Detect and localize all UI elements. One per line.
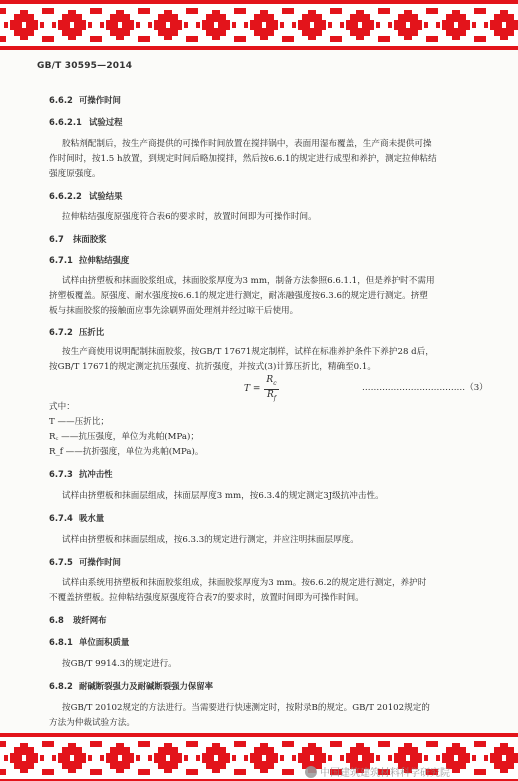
watermark: 中国建筑建筑材料科学研究院 bbox=[305, 764, 450, 779]
section-heading: 6.7.3 抗冲击性 bbox=[49, 469, 113, 479]
paragraph-line: 作时间时，按1.5 h放置，到规定时间后略加搅拌，然后按6.6.1的规定进行成型和养护，测定拉伸粘结 bbox=[49, 154, 437, 164]
section-heading: 6.6.2.1 试验过程 bbox=[49, 117, 123, 127]
paragraph-line: 按GB/T 20102规定的方法进行。当需要进行快速测定时，按附录B的规定。GB/T 20102规定的 bbox=[62, 703, 430, 713]
section-heading: 6.7.5 可操作时间 bbox=[49, 557, 121, 567]
section-heading: 6.6.2.2 试验结果 bbox=[49, 191, 123, 201]
paragraph-line: 试样由挤塑板和抹面层组成，抹面层厚度3 mm，按6.3.4的规定测定3J级抗冲击性。 bbox=[62, 491, 384, 501]
ornament-pattern-top bbox=[0, 0, 518, 50]
where-label: 式中： bbox=[49, 402, 75, 412]
equation-number: ………………………………（3） bbox=[362, 383, 488, 393]
section-heading: 6.7 抹面胶浆 bbox=[49, 234, 107, 244]
wechat-icon bbox=[305, 766, 317, 778]
paragraph-line: 试样由系统用挤塑板和抹面胶浆组成，抹面胶浆厚度为3 mm。按6.6.2的规定进行测定，养护时 bbox=[62, 578, 427, 588]
paragraph-line: 胶粘剂配制后，按生产商提供的可操作时间放置在搅拌锅中，表面用湿布覆盖，生产商未提供可操 bbox=[62, 139, 432, 149]
paragraph-line: 按生产商使用说明配制抹面胶浆，按GB/T 17671规定制样，试样在标准养护条件下养护28 d后， bbox=[62, 347, 434, 357]
paragraph-line: 试样由挤塑板和抹面胶浆组成，抹面胶浆厚度为3 mm，制备方法参照6.6.1.1，但是养护时不需用 bbox=[62, 276, 435, 286]
section-heading: 6.8 玻纤网布 bbox=[49, 615, 107, 625]
standard-code: GB/T 30595—2014 bbox=[37, 61, 133, 71]
paragraph-line: 拉伸粘结强度原强度符合表6的要求时，放置时间即为可操作时间。 bbox=[62, 212, 317, 222]
paragraph-line: 不覆盖挤塑板。拉伸粘结强度原强度符合表7的要求时，放置时间即为可操作时间。 bbox=[49, 593, 364, 603]
paragraph-line: 按GB/T 9914.3的规定进行。 bbox=[62, 659, 177, 669]
section-heading: 6.7.4 吸水量 bbox=[49, 513, 105, 523]
where-item: R_f ——抗折强度，单位为兆帕(MPa)。 bbox=[49, 447, 204, 457]
section-heading: 6.6.2 可操作时间 bbox=[49, 95, 121, 105]
paragraph-line: 方法为仲裁试验方法。 bbox=[49, 718, 135, 728]
formula-fraction: $\frac{R_c}{R_f}$ bbox=[266, 375, 277, 402]
section-heading: 6.8.2 耐碱断裂强力及耐碱断裂强力保留率 bbox=[49, 681, 213, 691]
paragraph-line: 挤塑板覆盖。原强度、耐水强度按6.6.1的规定进行测定，耐冻融强度按6.3.6的规定进行测定。挤塑 bbox=[49, 291, 428, 301]
decorative-border-top bbox=[0, 0, 518, 50]
section-heading: 6.7.2 压折比 bbox=[49, 327, 105, 337]
paragraph-line: 板与抹面胶浆的接触面应事先涂刷界面处理剂并经过晾干后使用。 bbox=[49, 306, 299, 316]
section-heading: 6.8.1 单位面积质量 bbox=[49, 637, 130, 647]
formula-lhs: T = bbox=[244, 384, 261, 395]
where-item: R꜀ ——抗压强度，单位为兆帕(MPa)； bbox=[49, 432, 199, 442]
where-item: T ——压折比； bbox=[49, 417, 110, 427]
paragraph-line: 试样由挤塑板和抹面层组成，按6.3.3的规定进行测定，并应注明抹面层厚度。 bbox=[62, 535, 359, 545]
paragraph-line: 强度原强度。 bbox=[49, 169, 101, 179]
section-heading: 6.7.1 拉伸粘结强度 bbox=[49, 255, 130, 265]
document-page bbox=[0, 50, 518, 733]
paragraph-line: 按GB/T 17671的规定测定抗压强度、抗折强度，并按式(3)计算压折比，精确至0.1。 bbox=[49, 362, 376, 372]
formula bbox=[244, 375, 279, 404]
